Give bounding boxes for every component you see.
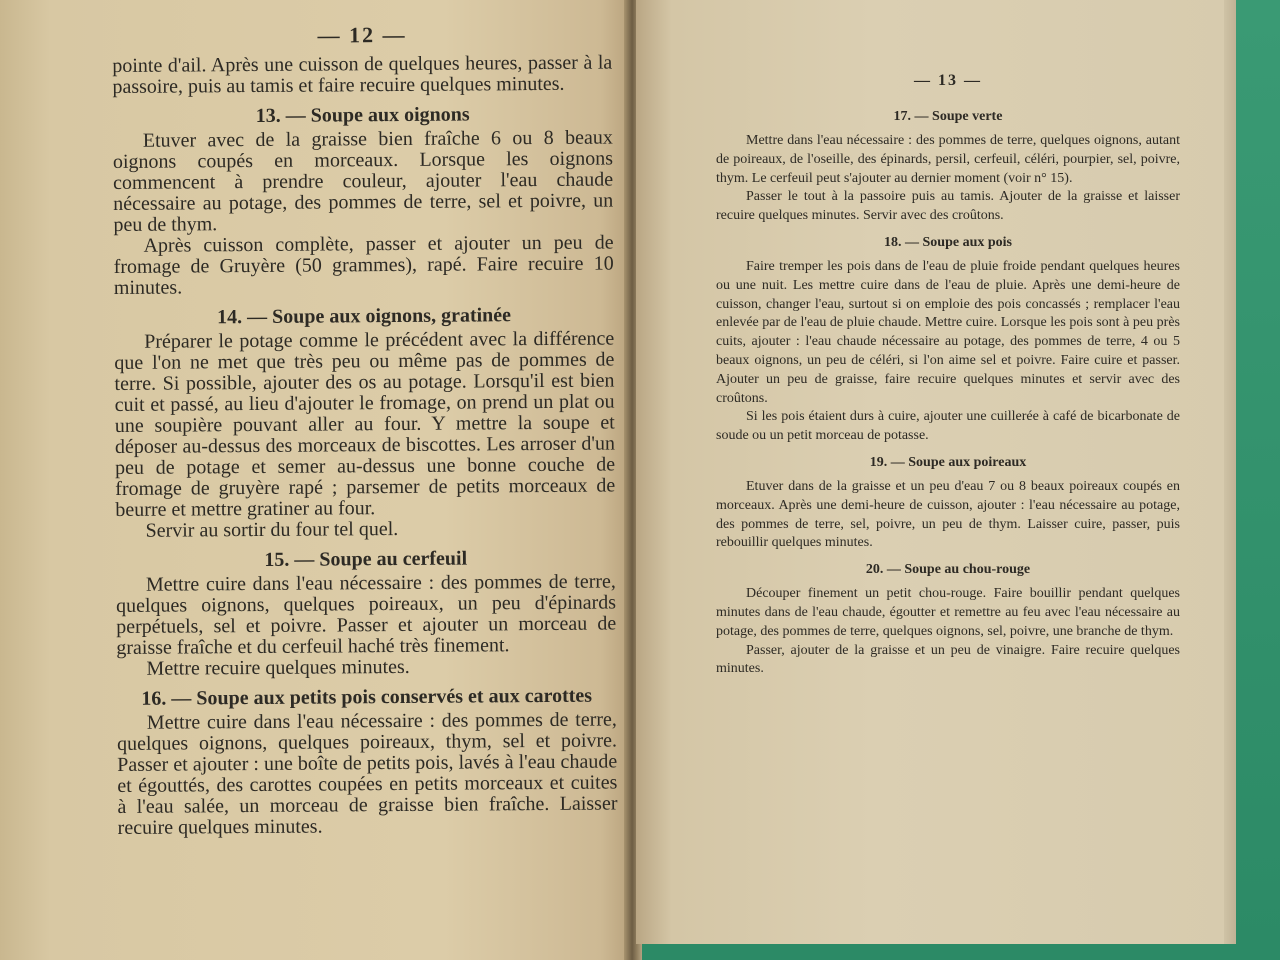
- recipe-paragraph: Faire tremper les pois dans de l'eau de pluie froide pendant quelques heures ou une nuit. Les mettre cuire dans de l'eau de pluie. Après une demi-heure de cuisson, changer l'eau, surtout si on emploie des pois concassés ; remplacer l'eau enlevée par de l'eau de pluie chaude. Mettre cuire. Lorsque les pois sont à peu près cuits, ajouter : l'eau chaude nécessaire au potage, des pommes de terre, 4 ou 5 beaux oignons, un peu de céléri, si l'on aime sel et poivre. Faire cuire et passer. Ajouter un peu de graisse, faire recuire quelques minutes et servir avec des croûtons.: [716, 258, 1180, 406]
- right-body: [716, 108, 1180, 679]
- page-number-right: — 13 —: [914, 72, 982, 89]
- recipe-paragraph: Passer le tout à la passoire puis au tamis. Ajouter de la graisse et laisser recuire quelques minutes. Servir avec des croûtons.: [716, 189, 1180, 224]
- recipe-heading-14: 14. — Soupe aux oignons, gratinée: [217, 304, 512, 329]
- recipe-paragraph: Mettre cuire dans l'eau nécessaire : des pommes de terre, quelques oignons, quelques poireaux, thym, sel et poivre. Passer et ajouter : une boîte de petits pois, lavés à l'eau chaude et égouttés, des carottes coupées en petits morceaux et cuites à l'eau salée, un morceau de graisse bien fraîche. Laisser recuire quelques minutes.: [116, 708, 618, 839]
- recipe-heading-16: 16. — Soupe aux petits pois conservés et aux carottes: [141, 684, 593, 710]
- recipe-paragraph: Etuver dans de la graisse et un peu d'eau 7 ou 8 beaux poireaux coupés en morceaux. Après une demi-heure de cuisson, ajouter : l'eau nécessaire au potage, des pommes de terre, sel, poivre, un peu de thym. Laisser cuire, passer, puis rebouillir quelques minutes.: [716, 478, 1180, 551]
- recipe-heading-19: 19. — Soupe aux poireaux: [869, 454, 1027, 470]
- recipe-paragraph: Mettre recuire quelques minutes.: [146, 655, 410, 680]
- recipe-paragraph: Préparer le potage comme le précédent avec la différence que l'on ne met que très peu ou même pas de pommes de terre. Si possible, ajouter des os au potage. Lorsqu'il est bien cuit et passé, au lieu d'ajouter le fromage, on prend un plat ou une soupière pouvant aller au four. Y mettre la soupe et déposer au-dessus des morceaux de biscottes. Les arroser d'un peu de potage et semer au-dessus une bonne couche de fromage de gruyère rapé ; parsemer de petits morceaux de beurre et mettre gratiner au four.: [114, 327, 616, 521]
- recipe-paragraph: Après cuisson complète, passer et ajouter un peu de fromage de Gruyère (50 grammes), rapé. Faire recuire 10 minutes.: [113, 231, 614, 299]
- recipe-heading-13: 13. — Soupe aux oignons: [255, 103, 470, 127]
- left-page: [0, 0, 632, 960]
- page-number-left: — 12 —: [317, 21, 407, 48]
- recipe-heading-18: 18. — Soupe aux pois: [884, 234, 1012, 250]
- recipe-paragraph: Mettre cuire dans l'eau nécessaire : des pommes de terre, quelques oignons, quelques poireaux, un peu d'épinards perpétuels, sel et poivre. Passer et ajouter un morceau de graisse fraîche et du cerfeuil haché très finement.: [115, 570, 617, 659]
- recipe-paragraph: Mettre dans l'eau nécessaire : des pommes de terre, quelques oignons, autant de poireaux, de l'oseille, des épinards, persil, cerfeuil, céléri, pourpier, sel, poivre, thym. Le cerfeuil peut s'ajouter au dernier moment (voir n° 15).: [716, 133, 1180, 186]
- recipe-heading-17: 17. — Soupe verte: [893, 109, 1003, 124]
- continuation-paragraph: pointe d'ail. Après une cuisson de quelques heures, passer à la passoire, puis au tamis et faire recuire quelques minutes.: [112, 51, 613, 98]
- left-body: [112, 53, 617, 839]
- recipe-paragraph: Servir au sortir du four tel quel.: [145, 518, 399, 542]
- recipe-paragraph: Découper finement un petit chou-rouge. Faire bouillir pendant quelques minutes dans de l'eau chaude, égoutter et remettre au feu avec l'eau nécessaire au potage, des pommes de terre, quelques oignons, sel, poivre, une branche de thym.: [716, 586, 1180, 639]
- recipe-heading-15: 15. — Soupe au cerfeuil: [264, 547, 468, 571]
- recipe-paragraph: Etuver avec de la graisse bien fraîche 6 ou 8 beaux oignons coupés en morceaux. Lorsque les oignons commencent à prendre couleur, ajouter l'eau chaude nécessaire au potage, des pommes de terre, sel et poivre, un peu de thym.: [112, 126, 614, 236]
- page-edge: [1224, 0, 1236, 944]
- recipe-paragraph: Passer, ajouter de la graisse et un peu de vinaigre. Faire recuire quelques minutes.: [716, 642, 1180, 677]
- recipe-paragraph: Si les pois étaient durs à cuire, ajouter une cuillerée à café de bicarbonate de soude ou un petit morceau de potasse.: [716, 409, 1180, 444]
- recipe-heading-20: 20. — Soupe au chou-rouge: [865, 562, 1031, 578]
- left-page-content: [112, 21, 618, 839]
- right-page: [636, 0, 1230, 944]
